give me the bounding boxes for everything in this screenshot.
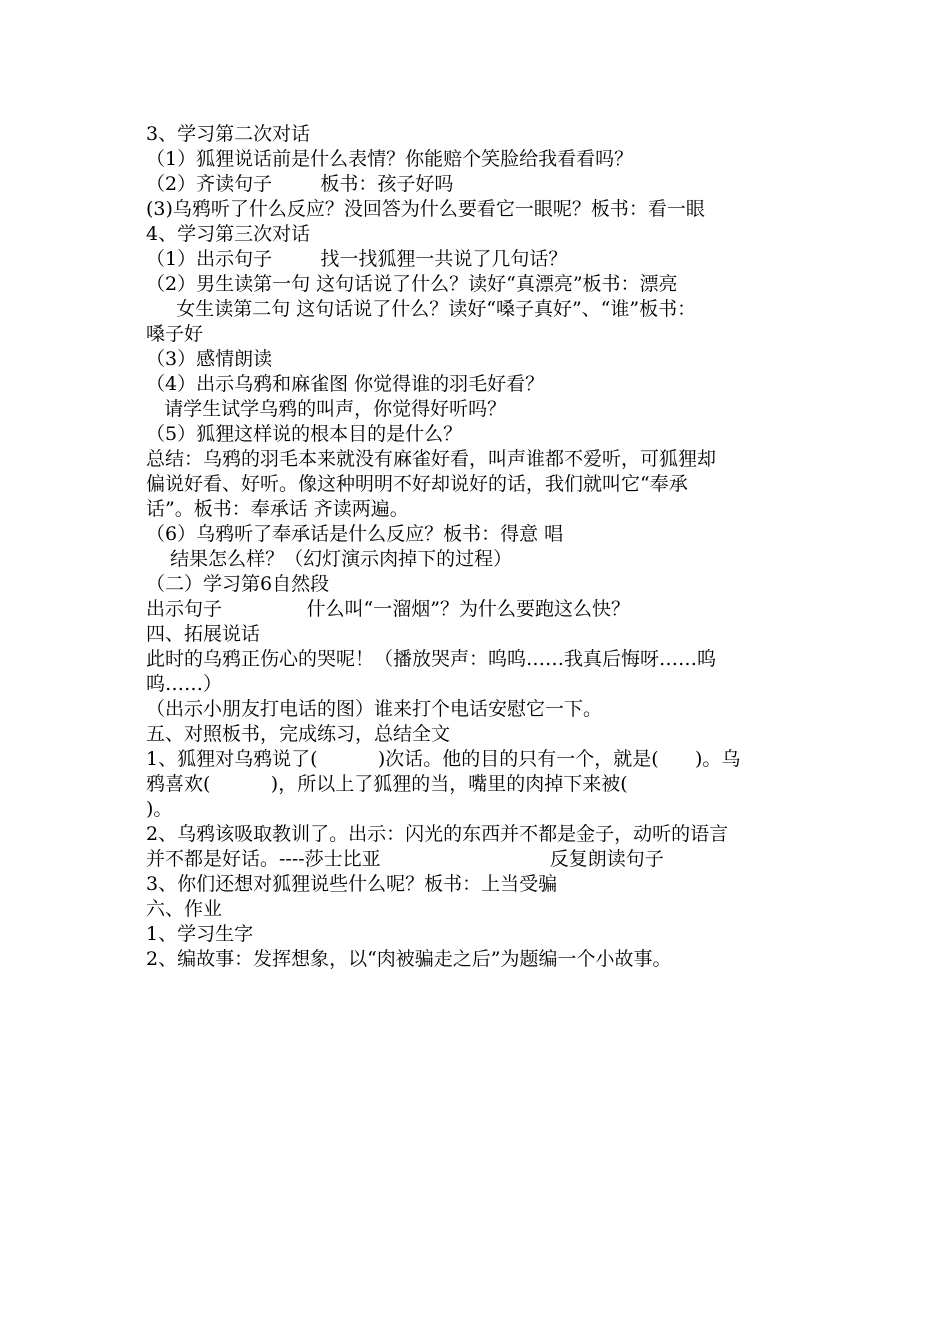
text-line: 并不都是好话。----莎士比亚 反复朗读句子 — [146, 848, 664, 870]
text-line: （4）出示乌鸦和麻雀图 你觉得谁的羽毛好看？ — [146, 373, 545, 395]
lesson-plan-text — [146, 122, 826, 972]
text-line: （2）齐读句子 板书：孩子好吗 — [146, 173, 454, 195]
text-line: 此时的乌鸦正伤心的哭呢！（播放哭声：呜呜……我真后悔呀……呜 — [146, 648, 717, 670]
text-line: 话”。板书：奉承话 齐读两遍。 — [146, 498, 409, 520]
text-line: 四、拓展说话 — [146, 623, 261, 645]
text-line: 2、乌鸦该吸取教训了。出示：闪光的东西并不都是金子，动听的语言 — [146, 823, 729, 845]
text-line: 五、对照板书，完成练习，总结全文 — [146, 723, 451, 745]
text-line: 鸦喜欢( )，所以上了狐狸的当，嘴里的肉掉下来被( — [146, 773, 628, 795]
text-line: （1）出示句子 找一找狐狸一共说了几句话？ — [146, 248, 568, 270]
text-line: 嗓子好 — [146, 323, 204, 345]
text-line: 六、作业 — [146, 898, 223, 920]
text-line: （3）感情朗读 — [146, 348, 273, 370]
text-line: 女生读第二句 这句话说了什么？读好“嗓子真好”、“谁”板书： — [146, 298, 697, 320]
text-line: 呜……） — [146, 673, 223, 695]
text-line: （1）狐狸说话前是什么表情？你能赔个笑脸给我看看吗？ — [146, 148, 634, 170]
text-line: 3、学习第二次对话 — [146, 123, 311, 145]
text-line: 4、学习第三次对话 — [146, 223, 311, 245]
text-line: )。 — [146, 798, 173, 820]
text-line: （二）学习第6自然段 — [146, 573, 330, 595]
text-line: 3、你们还想对狐狸说些什么呢？板书：上当受骗 — [146, 873, 558, 895]
text-line: 偏说好看、好听。像这种明明不好却说好的话，我们就叫它“奉承 — [146, 473, 688, 495]
text-line: 结果怎么样？（幻灯演示肉掉下的过程） — [146, 548, 513, 570]
text-line: 2、编故事：发挥想象，以“肉被骗走之后”为题编一个小故事。 — [146, 948, 672, 970]
text-line: （2）男生读第一句 这句话说了什么？读好“真漂亮”板书：漂亮 — [146, 273, 678, 295]
text-line: （6）乌鸦听了奉承话是什么反应？板书：得意 唱 — [146, 523, 564, 545]
text-line: 总结：乌鸦的羽毛本来就没有麻雀好看，叫声谁都不爱听，可狐狸却 — [146, 448, 717, 470]
text-line: 1、学习生字 — [146, 923, 254, 945]
text-line: (3)乌鸦听了什么反应？没回答为什么要看它一眼呢？板书：看一眼 — [146, 198, 705, 220]
text-line: 1、狐狸对乌鸦说了( )次话。他的目的只有一个，就是( )。乌 — [146, 748, 741, 770]
text-line: 出示句子 什么叫“一溜烟”？为什么要跑这么快？ — [146, 598, 630, 620]
text-line: 请学生试学乌鸦的叫声，你觉得好听吗？ — [146, 398, 507, 420]
text-line: （出示小朋友打电话的图）谁来打个电话安慰它一下。 — [146, 698, 603, 720]
text-line: （5）狐狸这样说的根本目的是什么？ — [146, 423, 463, 445]
